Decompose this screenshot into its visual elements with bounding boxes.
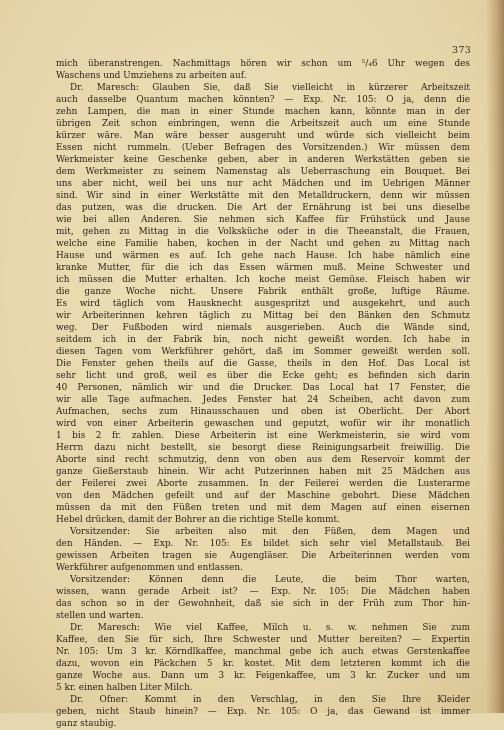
page-edge-shadow: [486, 0, 504, 713]
text-line: wie bei allen Anderen. Sie nehmen sich Kaffee für Frühstück und Jause: [56, 215, 470, 225]
text-line: Werkmeister keine Geschenke geben, aber in anderen Werkstätten geben sie: [56, 155, 470, 165]
text-line: mit, gehen zu Mittag in die Volksküche oder in die Theeanstalt, die Frauen,: [56, 227, 470, 237]
text-line: der Feilerei zwei Aborte zusammen. In der Feilerei werden die Lusterarme: [56, 479, 470, 489]
text-line: Es wird täglich vom Hausknecht ausgespritzt und ausgekehrt, und auch: [56, 299, 470, 309]
text-line: sind. Wir sind in einer Werkstätte mit den Metalldruckern, denn wir müssen: [56, 191, 470, 201]
text-line: mich überanstrengen. Nachmittags hören wir schon um ⁵/₄6 Uhr wegen des: [56, 59, 470, 69]
text-line: Werkführer aufgenommen und entlassen.: [56, 563, 243, 573]
text-line: von den Mädchen gefeilt und auf der Maschine gebohrt. Diese Mädchen: [56, 491, 470, 501]
text-line: Kaffee, den Sie für sich, Ihre Schwester und Mutter bereiten? — Expertin: [56, 635, 470, 645]
text-line: uns aber nicht, weil bei uns nur acht Mädchen und im Uebrigen Männer: [56, 179, 470, 189]
text-line: übrigen Zeit schon einbringen, wenn die Arbeitszeit auch um eine Stunde: [56, 119, 470, 129]
text-line: die ganze Woche nicht. Unsere Fabrik enthält große, luftige Räume.: [56, 287, 470, 297]
text-line: Hause und wärmen es auf. Ich gehe nach Hause. Ich habe nämlich eine: [56, 251, 470, 261]
text-line: das putzen, was die drucken. Die Art der Ernährung ist bei uns dieselbe: [56, 203, 470, 213]
text-line: Herrn dazu nicht bestellt, sie besorgt diese Reinigungsarbeit freiwillig. Die: [56, 443, 470, 453]
text-line: das schon so in der Gewohnheit, daß sie sich in der Früh zum Thor hin-: [56, 599, 470, 609]
text-line: Vorsitzender: Sie arbeiten also mit den Füßen, dem Magen und: [70, 527, 470, 537]
text-line: stellen und warten.: [56, 611, 144, 621]
text-line: geben, nicht Staub hinein? — Exp. Nr. 105: O ja, das Gewand ist immer: [56, 707, 470, 717]
text-line: Essen nicht rummeln. (Ueber Befragen des Vorsitzenden.) Wir müssen dem: [56, 143, 470, 153]
text-line: auch dasselbe Quantum machen könnten? — Exp. Nr. 105: O ja, denn die: [56, 95, 470, 105]
text-line: dem Werkmeister zu seinem Namenstag als Ueberraschung ein Bouquet. Bei: [56, 167, 470, 177]
text-line: welche eine Familie haben, kochen in der Nacht und gehen zu Mittag nach: [56, 239, 470, 249]
body-text: [56, 58, 470, 730]
text-line: Vorsitzender: Können denn die Leute, die beim Thor warten,: [70, 575, 470, 585]
text-line: Nr. 105: Um 3 kr. Körndlkaffee, manchmal gebe ich auch etwas Gerstenkaffee: [56, 647, 470, 657]
text-line: Dr. Maresch: Wie viel Kaffee, Milch u. s. w. nehmen Sie zum: [70, 623, 470, 633]
text-line: wir Arbeiterinnen kehren täglich zu Mittag bei den Bänken den Schmutz: [56, 311, 470, 321]
page-number: 373: [452, 45, 472, 56]
text-line: seitdem ich in der Fabrik bin, noch nicht geweißt worden. Ich habe in: [56, 335, 470, 345]
text-line: ich müssen die Mutter erhalten. Ich koche meist Gemüse. Fleisch haben wir: [56, 275, 470, 285]
text-line: Waschens und Umziehens zu arbeiten auf.: [56, 71, 247, 81]
text-line: kürzer wäre. Man wäre besser ausgeruht und würde sich vielleicht beim: [56, 131, 470, 141]
text-line: zehn Lampen, die man in einer Stunde machen kann, könnte man in der: [56, 107, 470, 117]
text-line: diesen Tagen vom Werkführer gehört, daß im Sommer geweißt werden soll.: [56, 347, 470, 357]
text-line: Dr. Ofner: Kommt in den Verschlag, in den Sie Ihre Kleider: [70, 695, 470, 705]
text-line: wir alle Tage aufmachen. Jedes Fenster hat 24 Scheiben, acht davon zum: [56, 395, 470, 405]
text-line: wissen, wann gerade Arbeit ist? — Exp. Nr. 105: Die Mädchen haben: [56, 587, 470, 597]
text-line: gewissen Arbeiten tragen sie Augengläser. Die Arbeiterinnen werden vom: [56, 551, 470, 561]
text-line: ganz staubig.: [56, 719, 117, 729]
text-line: Aborte sind recht schmutzig, denn von oben aus dem Reservoir kommt der: [56, 455, 470, 465]
text-line: 5 kr. einen halben Liter Milch.: [56, 683, 193, 693]
text-line: Hebel drücken, damit der Bohrer an die richtige Stelle kommt.: [56, 515, 340, 525]
text-line: sehr licht und groß, weil es über die Ecke geht; es befinden sich darin: [56, 371, 470, 381]
text-line: müssen da mit den Füßen treten und mit dem Magen auf einen eisernen: [56, 503, 470, 513]
text-line: 40 Personen, nämlich wir und die Drucker. Das Local hat 17 Fenster, die: [56, 383, 470, 393]
text-line: Dr. Maresch: Glauben Sie, daß Sie vielleicht in kürzerer Arbeitszeit: [70, 83, 470, 93]
text-line: Aufmachen, sechs zum Hinausschauen und oben ist Oberlicht. Der Abort: [56, 407, 470, 417]
text-line: ganze Gießerstaub hinein. Wir acht Putzerinnen haben mit 25 Mädchen aus: [56, 467, 470, 477]
text-line: kranke Mutter, für die ich das Essen wärmen muß. Meine Schwester und: [56, 263, 470, 273]
text-line: dazu, wovon ein Päckchen 5 kr. kostet. Mit dem letzteren kommt ich die: [56, 659, 470, 669]
text-line: den Händen. — Exp. Nr. 105: Es bildet sich sehr viel Metallstaub. Bei: [56, 539, 470, 549]
text-line: 1 bis 2 fr. zahlen. Diese Arbeiterin ist eine Werkmeisterin, sie wird vom: [56, 431, 470, 441]
text-line: wird von einer Arbeiterin gewaschen und geputzt, wofür wir ihr monatlich: [56, 419, 470, 429]
text-line: ganze Woche aus. Dann um 3 kr. Feigenkaffee, um 3 kr. Zucker und um: [56, 671, 470, 681]
text-line: Die Fenster gehen theils auf die Gasse, theils in den Hof. Das Local ist: [56, 359, 470, 369]
text-line: weg. Der Fußboden wird niemals ausgerieben. Auch die Wände sind,: [56, 323, 470, 333]
